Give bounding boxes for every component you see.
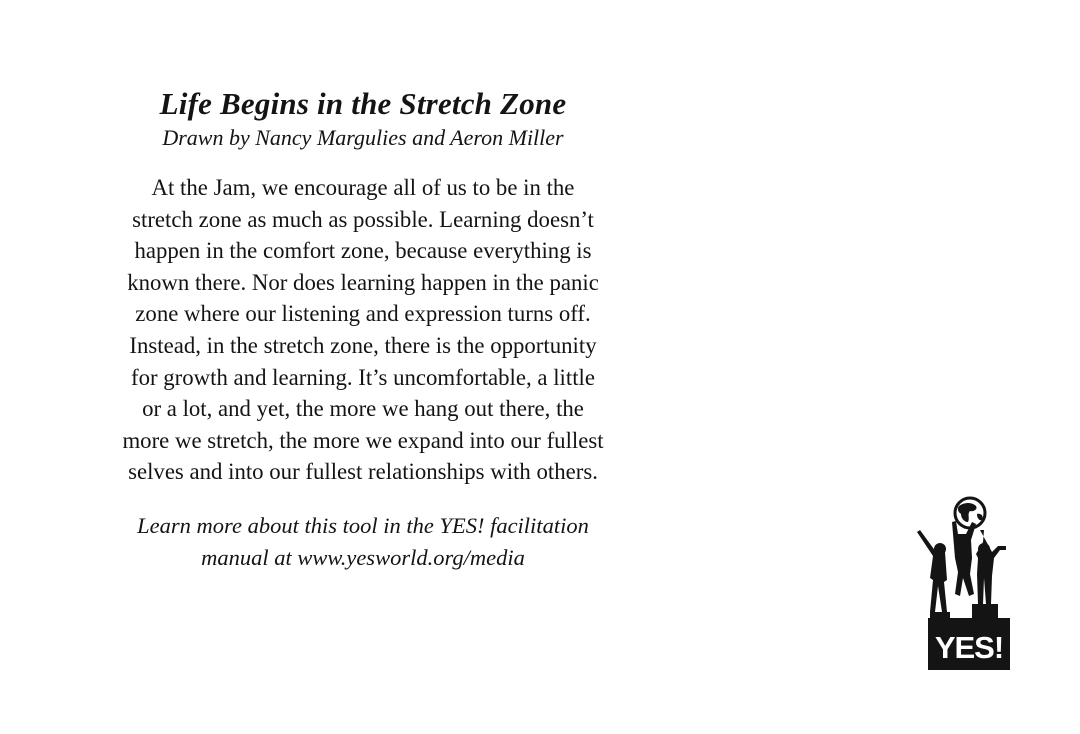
- card-credit: Drawn by Nancy Margulies and Aeron Miller: [162, 125, 564, 150]
- globe-icon: [955, 498, 985, 528]
- card-body: [82, 172, 644, 488]
- footer-line: manual at www.yesworld.org/media: [201, 544, 525, 570]
- body-line: happen in the comfort zone, because everything is: [134, 238, 592, 264]
- card-text-column: [82, 84, 644, 574]
- body-line: stretch zone as much as possible. Learning doesn’t: [132, 206, 594, 232]
- yes-logo: [914, 494, 1012, 672]
- footer-line: Learn more about this tool in the YES! facilitation: [137, 512, 589, 538]
- figure-left-icon: [917, 530, 947, 612]
- body-line: Instead, in the stretch zone, there is the opportunity: [129, 332, 597, 358]
- yes-logo-text: YES!: [934, 630, 1004, 665]
- platform-block-right: [972, 604, 998, 618]
- body-line: for growth and learning. It’s uncomfortable, a little: [130, 364, 596, 390]
- body-line: more we stretch, the more we expand into our fullest: [122, 427, 604, 453]
- figure-right-icon: [976, 530, 1006, 604]
- body-line: zone where our listening and expression turns off.: [135, 301, 591, 327]
- figure-middle-icon: [952, 521, 976, 596]
- platform-block-left: [930, 612, 950, 618]
- body-line: selves and into our fullest relationships with others.: [128, 459, 598, 485]
- card-title: Life Begins in the Stretch Zone: [159, 86, 567, 121]
- body-line: or a lot, and yet, the more we hang out there, the: [142, 396, 584, 422]
- body-line: At the Jam, we encourage all of us to be in the: [151, 175, 575, 200]
- yes-logo-globe-figures-icon: [914, 494, 1012, 672]
- card-footer: [82, 510, 644, 574]
- body-line: known there. Nor does learning happen in the panic: [127, 269, 599, 295]
